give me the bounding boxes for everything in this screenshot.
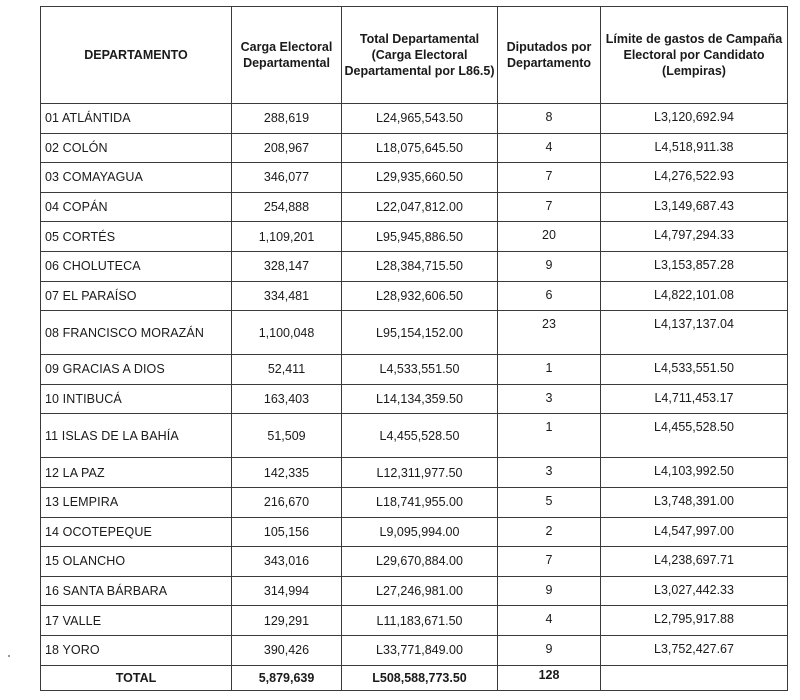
cell-carga-electoral: 288,619 (232, 104, 342, 134)
table-row (41, 222, 788, 252)
cell-limite-gastos: L4,276,522.93 (601, 163, 788, 193)
header-diputados: Diputados por Departamento (498, 7, 601, 104)
cell-carga-electoral: 163,403 (232, 384, 342, 414)
totals-row (41, 665, 788, 690)
cell-total-departamental: L4,533,551.50 (342, 355, 498, 385)
cell-carga-electoral: 254,888 (232, 192, 342, 222)
cell-carga-electoral: 1,109,201 (232, 222, 342, 252)
cell-total-departamental: L27,246,981.00 (342, 576, 498, 606)
cell-carga-electoral: 208,967 (232, 133, 342, 163)
table-row (41, 133, 788, 163)
cell-limite-gastos: L4,797,294.33 (601, 222, 788, 252)
cell-departamento: 03 COMAYAGUA (41, 163, 232, 193)
cell-carga-electoral: 216,670 (232, 487, 342, 517)
table-header (41, 7, 788, 104)
cell-limite-gastos: L4,455,528.50 (601, 414, 788, 458)
header-row (41, 7, 788, 104)
cell-departamento: 05 CORTÉS (41, 222, 232, 252)
cell-departamento: 11 ISLAS DE LA BAHÍA (41, 414, 232, 458)
cell-limite-gastos: L4,103,992.50 (601, 458, 788, 488)
cell-carga-electoral: 1,100,048 (232, 311, 342, 355)
cell-departamento: 15 OLANCHO (41, 547, 232, 577)
cell-departamento: 04 COPÁN (41, 192, 232, 222)
cell-total-departamental: L95,154,152.00 (342, 311, 498, 355)
cell-carga-electoral: 328,147 (232, 251, 342, 281)
header-total-departamental: Total Departamental (Carga Electoral Departamental por L86.5) (342, 7, 498, 104)
cell-departamento: 09 GRACIAS A DIOS (41, 355, 232, 385)
cell-limite-gastos: L4,547,997.00 (601, 517, 788, 547)
cell-total-departamental: L18,741,955.00 (342, 487, 498, 517)
cell-carga-electoral: 346,077 (232, 163, 342, 193)
cell-diputados: 20 (498, 222, 601, 252)
document-sheet (40, 6, 787, 691)
table-row (41, 163, 788, 193)
cell-diputados: 7 (498, 163, 601, 193)
cell-diputados: 9 (498, 576, 601, 606)
table-row (41, 517, 788, 547)
cell-total-departamental: L28,932,606.50 (342, 281, 498, 311)
cell-carga-electoral: 52,411 (232, 355, 342, 385)
totals-diputados: 128 (498, 665, 601, 690)
cell-total-departamental: L29,935,660.50 (342, 163, 498, 193)
totals-limite (601, 665, 788, 690)
cell-limite-gastos: L3,149,687.43 (601, 192, 788, 222)
cell-departamento: 02 COLÓN (41, 133, 232, 163)
cell-carga-electoral: 142,335 (232, 458, 342, 488)
cell-departamento: 08 FRANCISCO MORAZÁN (41, 311, 232, 355)
cell-total-departamental: L29,670,884.00 (342, 547, 498, 577)
scan-speck (8, 655, 10, 657)
table-row (41, 458, 788, 488)
table-row (41, 487, 788, 517)
table-row (41, 576, 788, 606)
cell-diputados: 7 (498, 547, 601, 577)
cell-carga-electoral: 105,156 (232, 517, 342, 547)
cell-departamento: 14 OCOTEPEQUE (41, 517, 232, 547)
cell-limite-gastos: L3,153,857.28 (601, 251, 788, 281)
cell-diputados: 4 (498, 133, 601, 163)
cell-total-departamental: L28,384,715.50 (342, 251, 498, 281)
cell-diputados: 3 (498, 458, 601, 488)
cell-diputados: 8 (498, 104, 601, 134)
table-row (41, 414, 788, 458)
cell-carga-electoral: 129,291 (232, 606, 342, 636)
cell-limite-gastos: L4,711,453.17 (601, 384, 788, 414)
header-departamento: DEPARTAMENTO (41, 7, 232, 104)
cell-departamento: 01 ATLÁNTIDA (41, 104, 232, 134)
cell-limite-gastos: L4,137,137.04 (601, 311, 788, 355)
cell-limite-gastos: L4,822,101.08 (601, 281, 788, 311)
cell-departamento: 16 SANTA BÁRBARA (41, 576, 232, 606)
cell-carga-electoral: 343,016 (232, 547, 342, 577)
totals-label: TOTAL (41, 665, 232, 690)
table-footer (41, 665, 788, 690)
table-row (41, 251, 788, 281)
cell-limite-gastos: L3,027,442.33 (601, 576, 788, 606)
cell-total-departamental: L4,455,528.50 (342, 414, 498, 458)
cell-carga-electoral: 51,509 (232, 414, 342, 458)
cell-limite-gastos: L3,120,692.94 (601, 104, 788, 134)
cell-diputados: 6 (498, 281, 601, 311)
cell-total-departamental: L33,771,849.00 (342, 635, 498, 665)
header-carga-electoral: Carga Electoral Departamental (232, 7, 342, 104)
table-body (41, 104, 788, 666)
cell-departamento: 06 CHOLUTECA (41, 251, 232, 281)
cell-diputados: 1 (498, 355, 601, 385)
cell-limite-gastos: L3,752,427.67 (601, 635, 788, 665)
cell-total-departamental: L24,965,543.50 (342, 104, 498, 134)
table-row (41, 104, 788, 134)
cell-carga-electoral: 314,994 (232, 576, 342, 606)
cell-total-departamental: L18,075,645.50 (342, 133, 498, 163)
cell-diputados: 5 (498, 487, 601, 517)
cell-total-departamental: L22,047,812.00 (342, 192, 498, 222)
cell-diputados: 9 (498, 251, 601, 281)
cell-diputados: 7 (498, 192, 601, 222)
header-limite-gastos: Límite de gastos de Campaña Electoral por Candidato (Lempiras) (601, 7, 788, 104)
cell-diputados: 2 (498, 517, 601, 547)
cell-departamento: 07 EL PARAÍSO (41, 281, 232, 311)
cell-carga-electoral: 390,426 (232, 635, 342, 665)
cell-departamento: 10 INTIBUCÁ (41, 384, 232, 414)
cell-total-departamental: L11,183,671.50 (342, 606, 498, 636)
cell-departamento: 18 YORO (41, 635, 232, 665)
table-row (41, 311, 788, 355)
cell-departamento: 17 VALLE (41, 606, 232, 636)
cell-diputados: 4 (498, 606, 601, 636)
cell-limite-gastos: L4,518,911.38 (601, 133, 788, 163)
cell-total-departamental: L95,945,886.50 (342, 222, 498, 252)
cell-diputados: 23 (498, 311, 601, 355)
cell-total-departamental: L9,095,994.00 (342, 517, 498, 547)
table-row (41, 547, 788, 577)
table-row (41, 355, 788, 385)
table-row (41, 606, 788, 636)
cell-total-departamental: L12,311,977.50 (342, 458, 498, 488)
cell-diputados: 9 (498, 635, 601, 665)
cell-limite-gastos: L3,748,391.00 (601, 487, 788, 517)
totals-carga: 5,879,639 (232, 665, 342, 690)
table-row (41, 281, 788, 311)
table-row (41, 635, 788, 665)
cell-diputados: 1 (498, 414, 601, 458)
cell-total-departamental: L14,134,359.50 (342, 384, 498, 414)
cell-limite-gastos: L2,795,917.88 (601, 606, 788, 636)
cell-limite-gastos: L4,533,551.50 (601, 355, 788, 385)
campaign-spending-table (40, 6, 788, 691)
cell-carga-electoral: 334,481 (232, 281, 342, 311)
cell-departamento: 13 LEMPIRA (41, 487, 232, 517)
table-row (41, 192, 788, 222)
totals-total: L508,588,773.50 (342, 665, 498, 690)
table-row (41, 384, 788, 414)
cell-limite-gastos: L4,238,697.71 (601, 547, 788, 577)
cell-diputados: 3 (498, 384, 601, 414)
cell-departamento: 12 LA PAZ (41, 458, 232, 488)
